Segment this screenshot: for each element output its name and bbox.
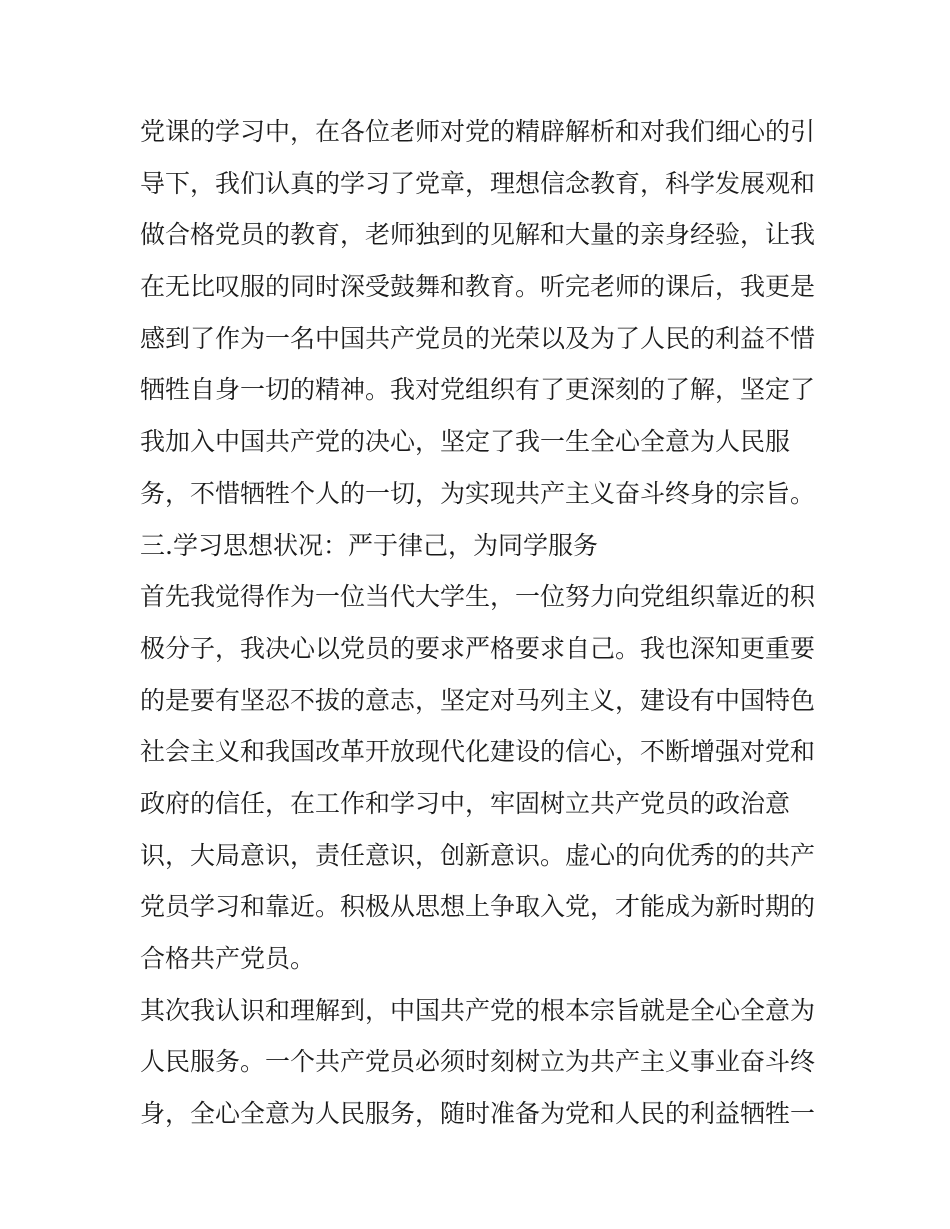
text-line: 政府的信任，在工作和学习中，牢固树立共产党员的政治意 bbox=[140, 788, 791, 818]
text-line: 社会主义和我国改革开放现代化建设的信心，不断增强对党和 bbox=[140, 737, 816, 767]
text-line: 身，全心全意为人民服务，随时准备为党和人民的利益牺牲一 bbox=[140, 1099, 816, 1129]
text-line: 人民服务。一个共产党员必须时刻树立为共产主义事业奋斗终 bbox=[140, 1047, 816, 1077]
text-line: 在无比叹服的同时深受鼓舞和教育。听完老师的课后，我更是 bbox=[140, 272, 816, 302]
section-heading: 三.学习思想状况：严于律己，为同学服务 bbox=[140, 530, 598, 560]
text-line: 务，不惜牺牲个人的一切，为实现共产主义奋斗终身的宗旨。 bbox=[140, 478, 816, 508]
text-line: 首先我觉得作为一位当代大学生，一位努力向党组织靠近的积 bbox=[140, 582, 816, 612]
text-line: 党课的学习中，在各位老师对党的精辟解析和对我们细心的引 bbox=[140, 117, 816, 146]
text-line: 牺牲自身一切的精神。我对党组织有了更深刻的了解，坚定了 bbox=[140, 375, 816, 405]
text-line: 感到了作为一名中国共产党员的光荣以及为了人民的利益不惜 bbox=[140, 323, 816, 353]
text-line: 我加入中国共产党的决心，坚定了我一生全心全意为人民服 bbox=[140, 427, 791, 457]
text-line: 党员学习和靠近。积极从思想上争取入党，才能成为新时期的 bbox=[140, 892, 816, 922]
text-line: 极分子，我决心以党员的要求严格要求自己。我也深知更重要 bbox=[140, 633, 816, 663]
text-line: 做合格党员的教育，老师独到的见解和大量的亲身经验，让我 bbox=[140, 220, 816, 250]
text-line: 合格共产党员。 bbox=[140, 944, 316, 973]
text-line: 其次我认识和理解到，中国共产党的根本宗旨就是全心全意为 bbox=[140, 995, 816, 1025]
text-line: 的是要有坚忍不拔的意志，坚定对马列主义，建设有中国特色 bbox=[140, 685, 816, 715]
document-body bbox=[140, 106, 820, 1140]
text-line: 识，大局意识，责任意识，创新意识。虚心的向优秀的的共产 bbox=[140, 840, 816, 870]
text-line: 导下，我们认真的学习了党章，理想信念教育，科学发展观和 bbox=[140, 168, 816, 198]
